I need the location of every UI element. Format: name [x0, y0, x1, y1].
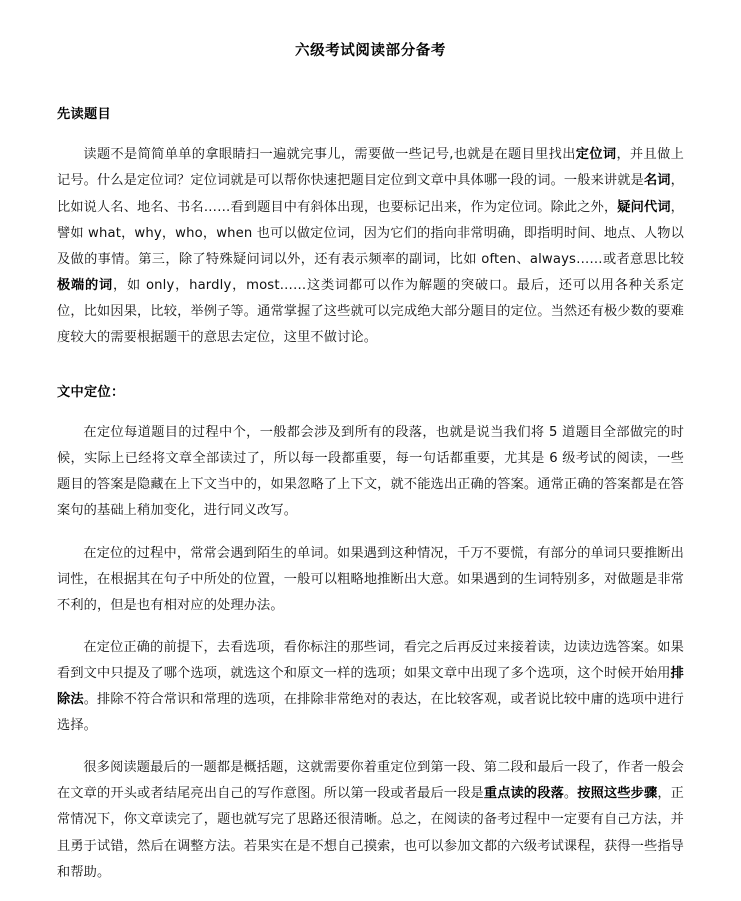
body-text: ，正常情况下，你文章读完了，题也就写完了思路还很清晰。总之，在阅读的备考过程中一定要有自己方法，并且勇于试错，然后在调整方法。若果实在是不想自己摸索，也可以参加文都的六级考试课程，获得一些指导和帮助。 [57, 786, 684, 880]
section-heading: 文中定位： [57, 385, 125, 401]
body-text: ，并且做上记号。什么是定位词？定位词就是可以帮你快速把题目定位到文章中具体哪一段的词。一般来讲就是 [57, 147, 684, 189]
body-text: 。排除不符合常识和常理的选项，在排除非常绝对的表达，在比较客观，或者说比较中庸的选项中进行选择。 [57, 692, 684, 734]
page-title: 六级考试阅读部分备考 [295, 43, 446, 59]
body-paragraph [57, 619, 684, 739]
body-paragraph [57, 739, 684, 885]
body-text: ，譬如 what，why，who，when 也可以做定位词，因为它们的指向非常明确，即指明时间、地点、人物以及做的事情。第三，除了特殊疑问词以外，还有表示频率的副词，比如 often、always……或者意思比较 [57, 199, 685, 267]
emphasis-text: 疑问代词 [617, 199, 671, 215]
emphasis-text: 定位词 [575, 147, 617, 163]
body-text: 读题不是简简单单的拿眼睛扫一遍就完事儿，需要做一些记号,也就是在题目里找出 [83, 147, 576, 163]
emphasis-text: 按照这些步骤 [577, 786, 658, 802]
emphasis-text: 极端的词 [57, 277, 113, 293]
document-body [57, 63, 684, 886]
body-text: ，比如说人名、地名、书名……看到题目中有斜体出现，也要标记出来，作为定位词。除此之外， [57, 173, 684, 215]
body-text: 在定位每道题目的过程中个，一般都会涉及到所有的段落，也就是说当我们将 5 道题目全部做完的时候，实际上已经将文章全部读过了，所以每一段都重要，每一句话都重要，尤其是 6 级考试的阅读，一些题目的答案是隐藏在上下文当中的，如果忽略了上下文，就不能选出正确的答案。通常正确的答案都是在答案句的基础上稍加变化，进行同义改写。 [57, 425, 684, 519]
body-paragraph [57, 525, 684, 619]
section-heading: 先读题目 [57, 107, 111, 123]
body-text: 在定位正确的前提下，去看选项，看你标注的那些词，看完之后再反过来接着读，边读边选答案。如果看到文中只提及了哪个选项，就选这个和原文一样的选项；如果文章中出现了多个选项，这个时候开始用 [57, 639, 684, 681]
body-paragraph [57, 125, 684, 351]
body-text: 在定位的过程中，常常会遇到陌生的单词。如果遇到这种情况，千万不要慌，有部分的单词只要推断出词性，在根据其在句子中所处的位置，一般可以粗略地推断出大意。如果遇到的生词特别多，对做题是非常不利的，但是也有相对应的处理办法。 [57, 545, 684, 613]
body-paragraph [57, 403, 684, 524]
emphasis-text: 排除法 [57, 665, 684, 708]
body-text: 。 [563, 786, 578, 802]
emphasis-text: 名词 [643, 173, 671, 189]
body-text: ，如 only，hardly，most……这类词都可以作为解题的突破口。最后，还可以用各种关系定位，比如因果，比较，举例子等。通常掌握了这些就可以完成绝大部分题目的定位。当然还有极少数的要难度较大的需要根据题干的意思去定位，这里不做讨论。 [57, 277, 684, 345]
emphasis-text: 重点读的段落 [483, 786, 564, 802]
body-text: 很多阅读题最后的一题都是概括题，这就需要你着重定位到第一段、第二段和最后一段了，作者一般会在文章的开头或者结尾亮出自己的写作意图。所以第一段或者最后一段是 [57, 760, 684, 802]
